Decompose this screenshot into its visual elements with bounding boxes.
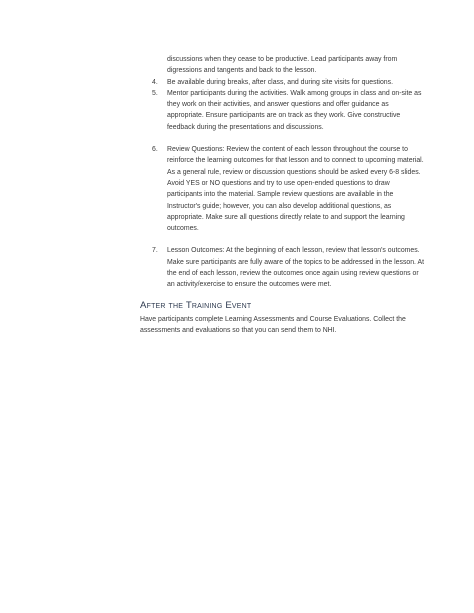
spacer — [140, 133, 424, 144]
list-item-6 — [140, 144, 424, 234]
list-text: Be available during breaks, after class, and during site visits for questions. — [167, 78, 393, 86]
list-text: Lesson Outcomes: At the beginning of each lesson, review that lesson's outcomes. Make sure participants are fully aware of the topics to be addressed in the lesson. At the end of each lesson, review the outcomes once again using review questions or an activity/exercise to ensure the outcomes were met. — [167, 247, 425, 289]
list-number: 4. — [152, 78, 158, 86]
spacer — [140, 234, 424, 245]
list-item-7 — [140, 245, 424, 290]
list-number: 7. — [152, 247, 158, 255]
list-text: Mentor participants during the activities. Walk among groups in class and on-site as they work on their activities, and answer questions and offer guidance as appropriate. Ensure participants are on track as they work. Give constructive feedback during the presentations and discussions. — [167, 89, 422, 131]
list-continuation: discussions when they cease to be productive. Lead participants away from digressions and tangents and back to the lesson. — [167, 56, 398, 75]
list-item-5 — [140, 88, 424, 133]
page-content — [140, 54, 424, 336]
section-heading: After the Training Event — [140, 299, 252, 311]
list-number: 5. — [152, 89, 158, 97]
list-number: 6. — [152, 146, 158, 154]
list-text: Review Questions: Review the content of each lesson throughout the course to reinforce the learning outcomes for that lesson and to connect to upcoming material. As a general rule, review or discussion questions should be asked every 6-8 slides. Avoid YES or NO questions and try to use open-ended questions to draw participants into the material. Sample review questions are available in the Instructor's guide; however, you can also develop additional questions, as appropriate. Make sure all questions directly relate to and support the learning outcomes. — [167, 146, 424, 233]
list-item-4 — [140, 77, 424, 88]
section-body: Have participants complete Learning Assessments and Course Evaluations. Collect the assessments and evaluations so that you can send them to NHI. — [140, 315, 406, 334]
